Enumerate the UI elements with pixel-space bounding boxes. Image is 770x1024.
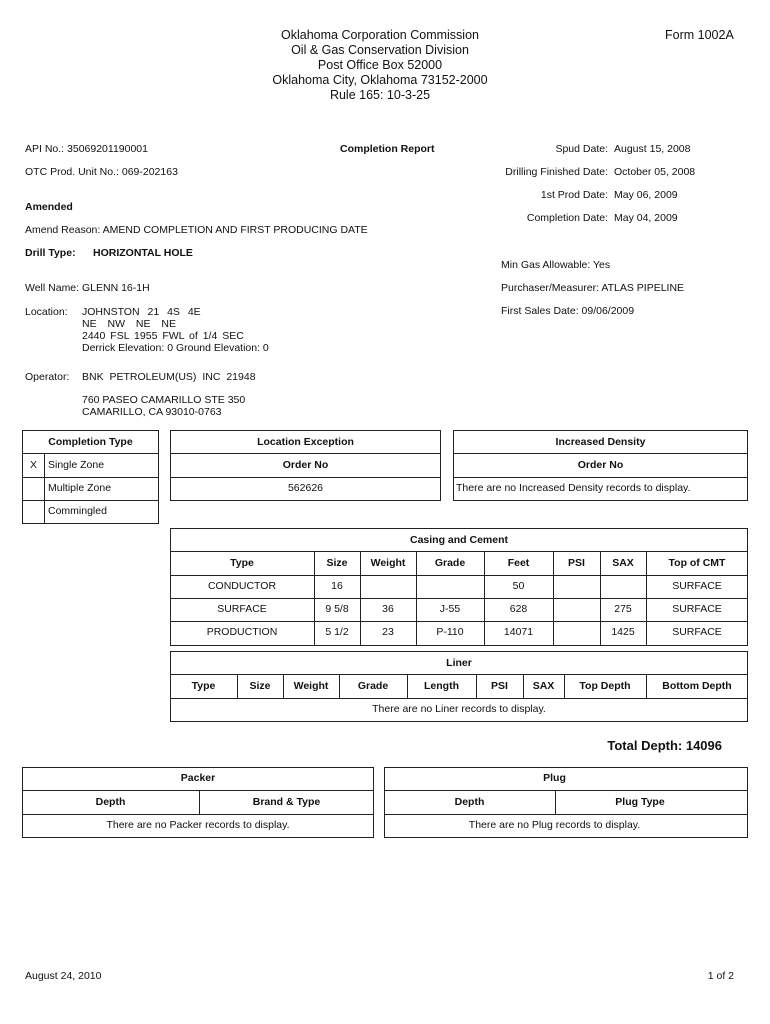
increased-density-empty: There are no Increased Density records to display. bbox=[456, 482, 691, 494]
casing-cell: PRODUCTION bbox=[206, 626, 278, 638]
completion-date-label: Completion Date: bbox=[526, 212, 608, 224]
operator-name: BNK PETROLEUM(US) INC 21948 bbox=[82, 371, 256, 383]
casing-col-type: Type bbox=[230, 557, 254, 569]
plug-col-plug-type: Plug Type bbox=[615, 796, 665, 808]
liner-col-sax: SAX bbox=[532, 680, 555, 692]
casing-cell: 628 bbox=[509, 603, 528, 615]
location-label: Location: bbox=[25, 306, 68, 318]
operator-label: Operator: bbox=[25, 371, 70, 383]
casing-cell: SURFACE bbox=[672, 626, 722, 638]
min-gas-allowable: Min Gas Allowable: Yes bbox=[501, 259, 611, 271]
operator-address-line: 760 PASEO CAMARILLO STE 350 bbox=[82, 394, 246, 406]
plug-empty: There are no Plug records to display. bbox=[468, 819, 641, 831]
plug-title: Plug bbox=[543, 772, 566, 784]
completion-type-option: Single Zone bbox=[48, 459, 105, 471]
location-exception-order-header: Order No bbox=[282, 459, 329, 471]
completion-type-option: Multiple Zone bbox=[48, 482, 112, 494]
casing-cell: 5 1/2 bbox=[325, 626, 349, 638]
casing-col-sax: SAX bbox=[612, 557, 634, 569]
location-line: Derrick Elevation: 0 Ground Elevation: 0 bbox=[82, 342, 269, 354]
casing-cell: CONDUCTOR bbox=[207, 580, 277, 592]
casing-title: Casing and Cement bbox=[409, 534, 509, 546]
casing-cell: 1425 bbox=[611, 626, 635, 638]
casing-col-top-of-cmt: Top of CMT bbox=[668, 557, 726, 569]
well-name: Well Name: GLENN 16-1H bbox=[25, 282, 150, 294]
spud-date-label: Spud Date: bbox=[555, 143, 608, 155]
liner-col-size: Size bbox=[249, 680, 271, 692]
casing-cell: 36 bbox=[382, 603, 394, 615]
agency-name: Oklahoma Corporation Commission bbox=[281, 28, 479, 42]
liner-col-grade: Grade bbox=[357, 680, 389, 692]
otc-number: OTC Prod. Unit No.: 069-202163 bbox=[25, 166, 178, 178]
casing-cell: 9 5/8 bbox=[325, 603, 349, 615]
liner-empty: There are no Liner records to display. bbox=[372, 703, 546, 715]
casing-col-feet: Feet bbox=[507, 557, 530, 569]
drilling-finished-label: Drilling Finished Date: bbox=[505, 166, 608, 178]
completion-date-value: May 04, 2009 bbox=[614, 212, 678, 224]
first-prod-label: 1st Prod Date: bbox=[540, 189, 608, 201]
liner-col-weight: Weight bbox=[293, 680, 329, 692]
plug-col-depth: Depth bbox=[454, 796, 485, 808]
po-box: Post Office Box 52000 bbox=[317, 58, 443, 72]
api-number: API No.: 35069201190001 bbox=[25, 143, 148, 155]
packer-col-depth: Depth bbox=[95, 796, 126, 808]
casing-cell: P-110 bbox=[436, 626, 464, 638]
casing-cell: SURFACE bbox=[672, 580, 722, 592]
liner-col-length: Length bbox=[424, 680, 459, 692]
completion-type-mark: X bbox=[30, 459, 38, 471]
packer-col-brand-type: Brand & Type bbox=[252, 796, 321, 808]
first-sales-date: First Sales Date: 09/06/2009 bbox=[501, 305, 635, 317]
casing-cell: 50 bbox=[512, 580, 525, 592]
completion-type-title: Completion Type bbox=[48, 436, 133, 448]
liner-title: Liner bbox=[446, 657, 472, 669]
spud-date-value: August 15, 2008 bbox=[614, 143, 691, 155]
casing-col-weight: Weight bbox=[370, 557, 406, 569]
casing-cell: 16 bbox=[331, 580, 343, 592]
casing-cell: 14071 bbox=[503, 626, 534, 638]
packer-empty: There are no Packer records to display. bbox=[106, 819, 290, 831]
drill-type-label: Drill Type: bbox=[25, 247, 76, 259]
increased-density-title: Increased Density bbox=[555, 436, 646, 448]
casing-cell: SURFACE bbox=[672, 603, 722, 615]
liner-col-bottom-depth: Bottom Depth bbox=[662, 680, 732, 692]
total-depth: Total Depth: 14096 bbox=[607, 738, 722, 753]
division-name: Oil & Gas Conservation Division bbox=[291, 43, 469, 57]
location-line: NE NW NE NE bbox=[82, 318, 177, 330]
form-number: Form 1002A bbox=[665, 28, 734, 42]
increased-density-order-header: Order No bbox=[577, 459, 624, 471]
location-exception-order-value: 562626 bbox=[287, 482, 324, 494]
drilling-finished-value: October 05, 2008 bbox=[614, 166, 696, 178]
page-number: 1 of 2 bbox=[707, 970, 734, 982]
casing-col-psi: PSI bbox=[568, 557, 585, 569]
city-address: Oklahoma City, Oklahoma 73152-2000 bbox=[272, 73, 488, 87]
liner-col-type: Type bbox=[191, 680, 216, 692]
purchaser-measurer: Purchaser/Measurer: ATLAS PIPELINE bbox=[501, 282, 685, 294]
casing-cell: SURFACE bbox=[217, 603, 267, 615]
packer-title: Packer bbox=[180, 772, 216, 784]
location-line: JOHNSTON 21 4S 4E bbox=[82, 306, 201, 318]
amend-reason: Amend Reason: AMEND COMPLETION AND FIRST PRODUCING DATE bbox=[25, 224, 368, 236]
rule-number: Rule 165: 10-3-25 bbox=[329, 88, 431, 102]
casing-col-size: Size bbox=[326, 557, 348, 569]
completion-type-option: Commingled bbox=[48, 505, 107, 517]
casing-cell: 23 bbox=[382, 626, 394, 638]
casing-cell: J-55 bbox=[439, 603, 461, 615]
location-line: 2440 FSL 1955 FWL of 1/4 SEC bbox=[82, 330, 244, 342]
report-title: Completion Report bbox=[340, 143, 435, 155]
casing-cell: 275 bbox=[614, 603, 632, 615]
liner-col-psi: PSI bbox=[491, 680, 508, 692]
liner-col-top-depth: Top Depth bbox=[579, 680, 631, 692]
footer-date: August 24, 2010 bbox=[25, 970, 102, 982]
casing-col-grade: Grade bbox=[434, 557, 466, 569]
amended-label: Amended bbox=[25, 201, 73, 213]
first-prod-value: May 06, 2009 bbox=[614, 189, 678, 201]
location-exception-title: Location Exception bbox=[257, 436, 354, 448]
drill-type-value: HORIZONTAL HOLE bbox=[93, 247, 193, 259]
operator-address-line: CAMARILLO, CA 93010-0763 bbox=[82, 406, 222, 418]
